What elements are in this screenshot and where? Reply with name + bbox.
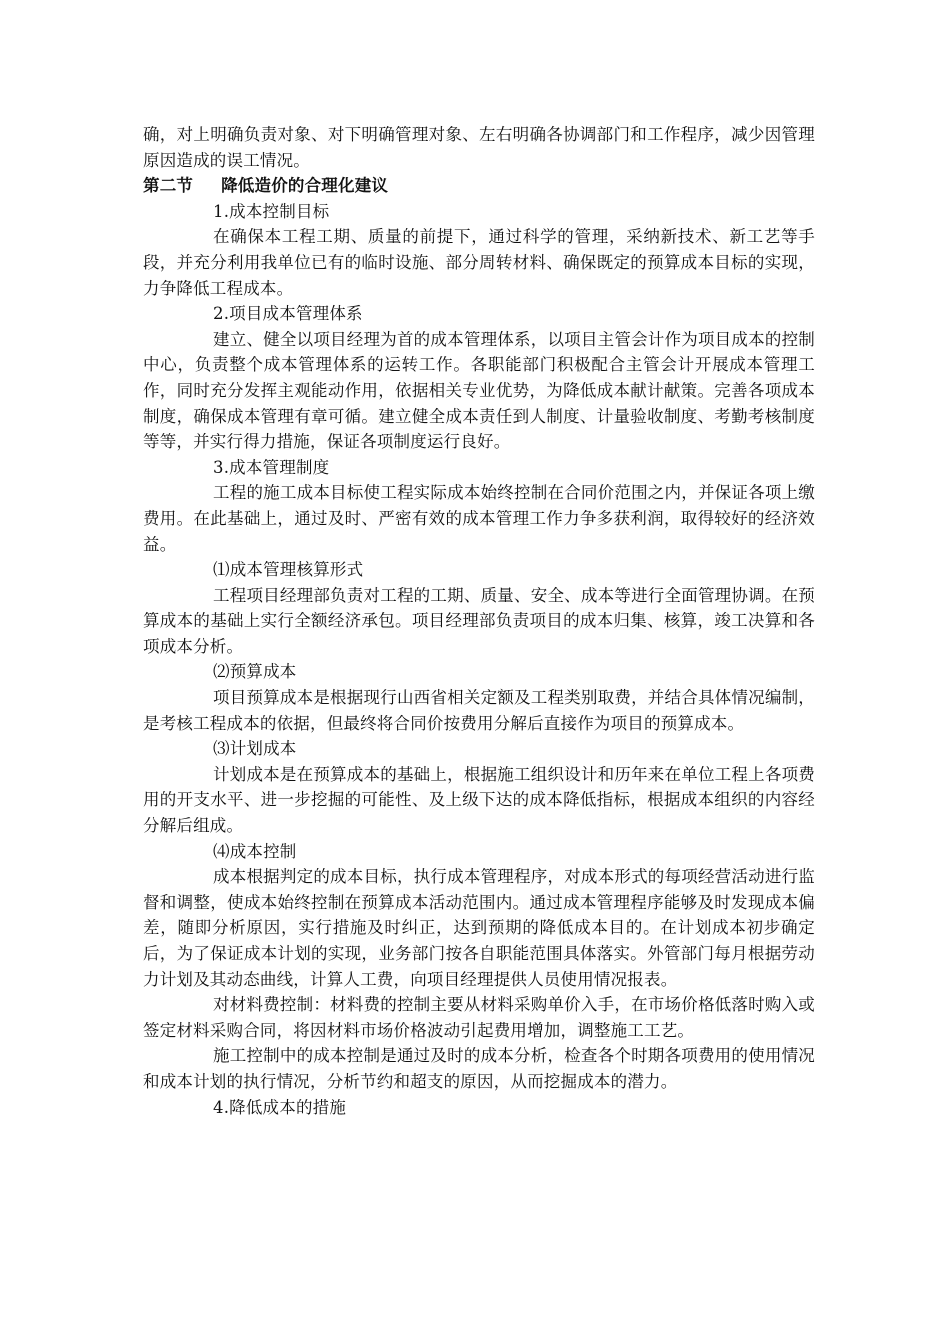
subheading-accounting-form: ⑴成本管理核算形式 (213, 560, 364, 580)
subheading-cost-rules: 3.成本管理制度 (213, 457, 330, 477)
body-paragraph: 计划成本是在预算成本的基础上，根据施工组织设计和历年来在单位工程上各项费用的开支水平、进一步挖掘的可能性、及上级下达的成本降低指标，根据成本组织的内容经分解后组成。 (143, 764, 815, 836)
subheading-budget-cost: ⑵预算成本 (213, 662, 297, 682)
section-number: 第二节 (143, 176, 194, 196)
section-title: 降低造价的合理化建议 (221, 176, 389, 196)
subheading-planned-cost: ⑶计划成本 (213, 739, 297, 759)
body-paragraph: 工程项目经理部负责对工程的工期、质量、安全、成本等进行全面管理协调。在预算成本的基础上实行全额经济承包。项目经理部负责项目的成本归集、核算，竣工决算和各项成本分析。 (143, 585, 815, 656)
subheading-cost-control: ⑷成本控制 (213, 841, 297, 861)
subheading-cost-measures: 4.降低成本的措施 (213, 1097, 347, 1117)
body-paragraph: 对材料费控制：材料费的控制主要从材料采购单价入手，在市场价格低落时购入或签定材料采购合同，将因材料市场价格波动引起费用增加，调整施工工艺。 (143, 995, 815, 1040)
body-paragraph: 施工控制中的成本控制是通过及时的成本分析，检查各个时期各项费用的使用情况和成本计划的执行情况，分析节约和超支的原因，从而挖掘成本的潜力。 (143, 1046, 815, 1091)
body-paragraph: 项目预算成本是根据现行山西省相关定额及工程类别取费，并结合具体情况编制，是考核工程成本的依据，但最终将合同价按费用分解后直接作为项目的预算成本。 (143, 688, 815, 733)
document-page (143, 122, 815, 1120)
section-heading (143, 173, 815, 199)
continuation-paragraph: 确，对上明确负责对象、对下明确管理对象、左右明确各协调部门和工作程序，减少因管理原因造成的误工情况。 (143, 125, 815, 170)
body-paragraph: 成本根据判定的成本目标，执行成本管理程序，对成本形式的每项经营活动进行监督和调整，使成本始终控制在预算成本活动范围内。通过成本管理程序能够及时发现成本偏差，随即分析原因，实行措施及时纠正，达到预期的降低成本目的。在计划成本初步确定后，为了保证成本计划的实现，业务部门按各自职能范围具体落实。外管部门每月根据劳动力计划及其动态曲线，计算人工费，向项目经理提供人员使用情况报表。 (143, 867, 815, 989)
body-paragraph: 建立、健全以项目经理为首的成本管理体系，以项目主管会计作为项目成本的控制中心，负责整个成本管理体系的运转工作。各职能部门积极配合主管会计开展成本管理工作，同时充分发挥主观能动作用，依据相关专业优势，为降低成本献计献策。完善各项成本制度，确保成本管理有章可循。建立健全成本责任到人制度、计量验收制度、考勤考核制度等等，并实行得力措施，保证各项制度运行良好。 (143, 329, 815, 452)
body-paragraph: 在确保本工程工期、质量的前提下，通过科学的管理，采纳新技术、新工艺等手段，并充分利用我单位已有的临时设施、部分周转材料、确保既定的预算成本目标的实现，力争降低工程成本。 (143, 227, 815, 298)
subheading-cost-target: 1.成本控制目标 (213, 201, 330, 221)
subheading-cost-system: 2.项目成本管理体系 (213, 304, 363, 324)
body-paragraph: 工程的施工成本目标使工程实际成本始终控制在合同价范围之内，并保证各项上缴费用。在此基础上，通过及时、严密有效的成本管理工作力争多获利润，取得较好的经济效益。 (143, 483, 815, 554)
